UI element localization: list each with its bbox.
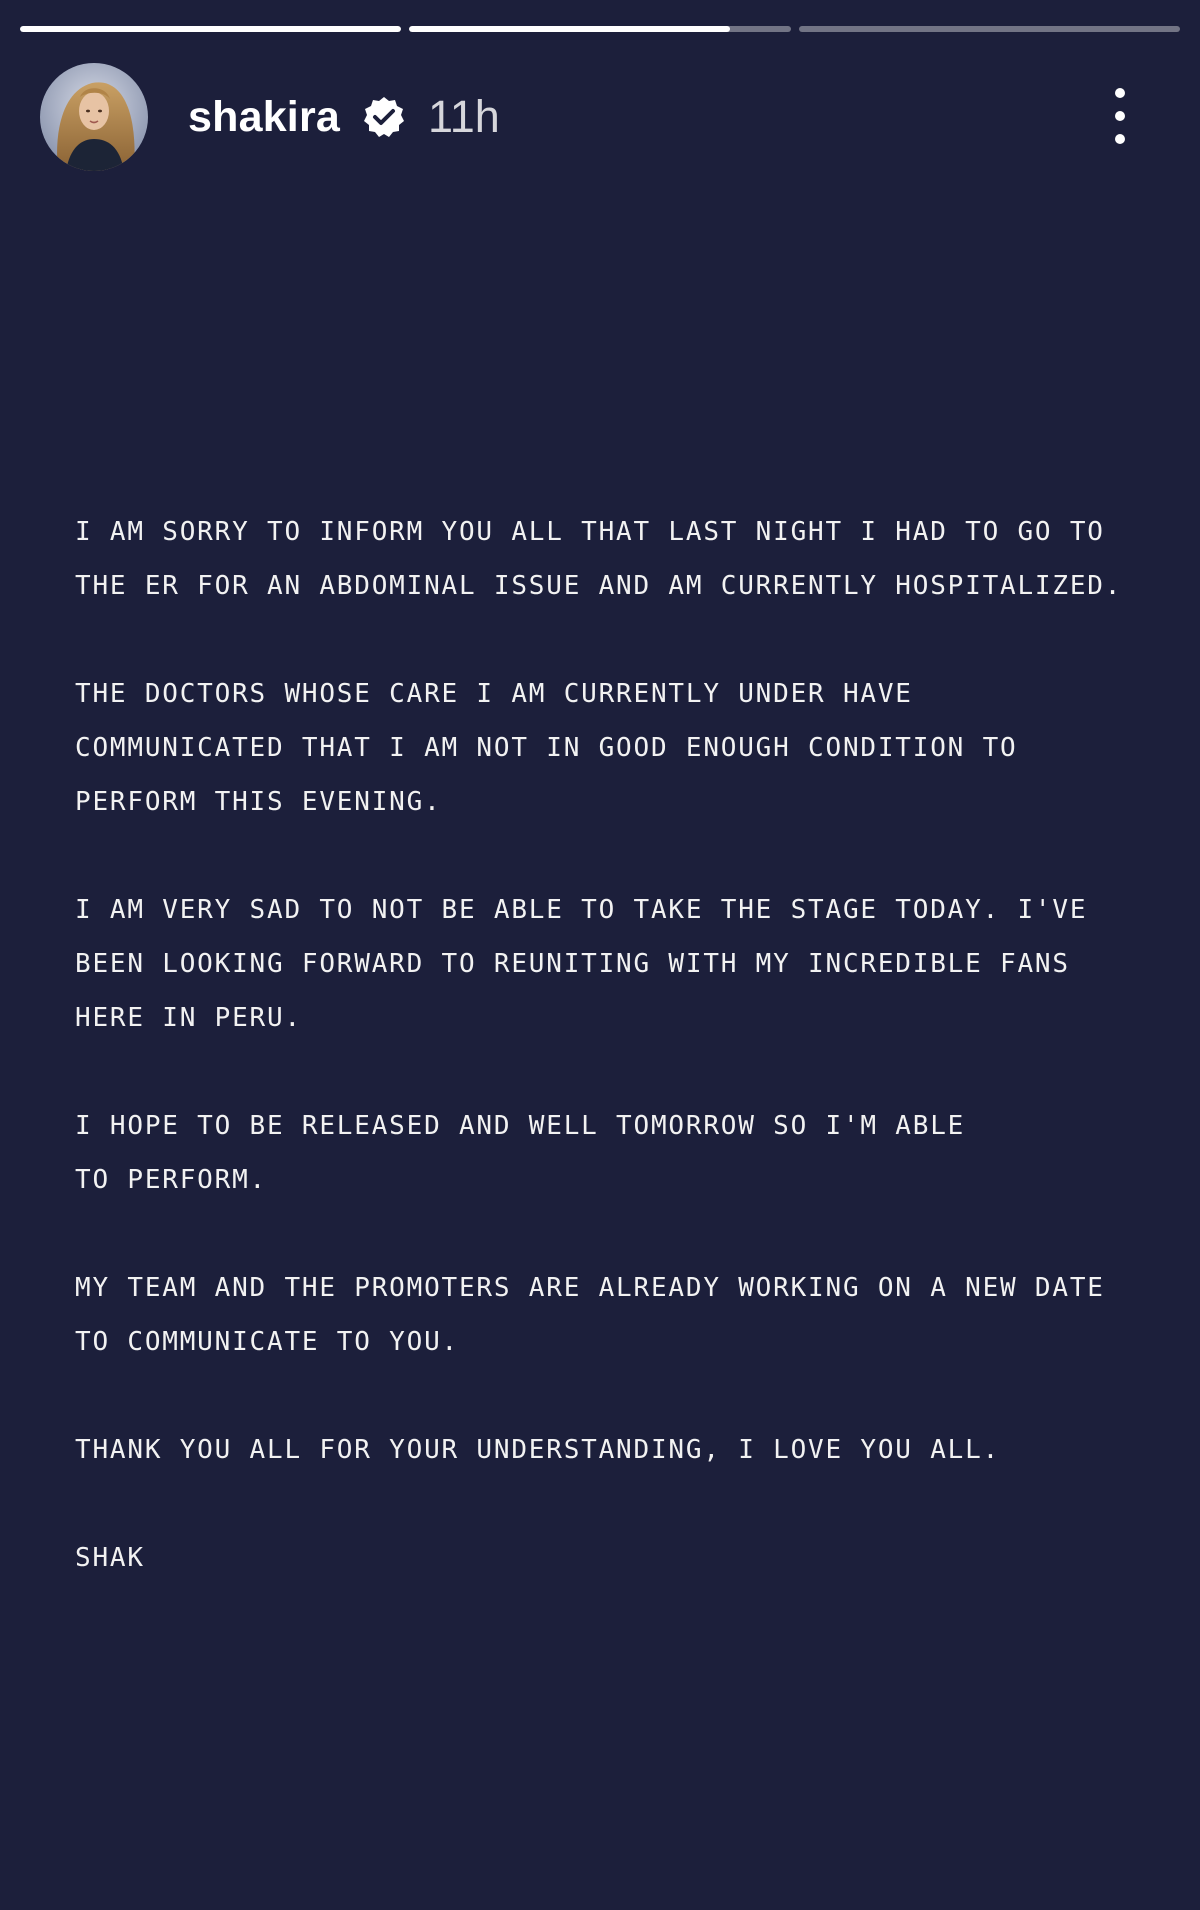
profile-avatar[interactable] — [40, 63, 148, 171]
message-signature: SHAK — [75, 1543, 145, 1573]
story-header — [40, 62, 500, 172]
post-time: 11h — [428, 91, 500, 142]
verified-badge-icon — [362, 95, 406, 139]
message-paragraph: I HOPE TO BE RELEASED AND WELL TOMORROW SO I'M ABLE TO PERFORM. — [75, 1111, 966, 1195]
more-options-button[interactable] — [1096, 82, 1144, 150]
message-paragraph: I AM VERY SAD TO NOT BE ABLE TO TAKE THE STAGE TODAY. I'VE BEEN LOOKING FORWARD TO REUNITING WITH MY INCREDIBLE FANS HERE IN PERU. — [75, 895, 1088, 1033]
story-message — [75, 505, 1155, 1639]
message-paragraph: THE DOCTORS WHOSE CARE I AM CURRENTLY UNDER HAVE COMMUNICATED THAT I AM NOT IN GOOD ENOUGH CONDITION TO PERFORM THIS EVENING. — [75, 679, 1018, 817]
progress-segment — [409, 26, 790, 32]
username[interactable]: shakira — [188, 92, 341, 141]
message-paragraph: I AM SORRY TO INFORM YOU ALL THAT LAST NIGHT I HAD TO GO TO THE ER FOR AN ABDOMINAL ISSUE AND AM CURRENTLY HOSPITALIZED. — [75, 517, 1123, 601]
progress-segment — [799, 26, 1180, 32]
story-progress-bar — [20, 26, 1180, 32]
progress-segment — [20, 26, 401, 32]
more-vertical-icon — [1115, 88, 1125, 98]
message-paragraph: MY TEAM AND THE PROMOTERS ARE ALREADY WORKING ON A NEW DATE TO COMMUNICATE TO YOU. — [75, 1273, 1105, 1357]
message-paragraph: THANK YOU ALL FOR YOUR UNDERSTANDING, I LOVE YOU ALL. — [75, 1435, 1001, 1465]
